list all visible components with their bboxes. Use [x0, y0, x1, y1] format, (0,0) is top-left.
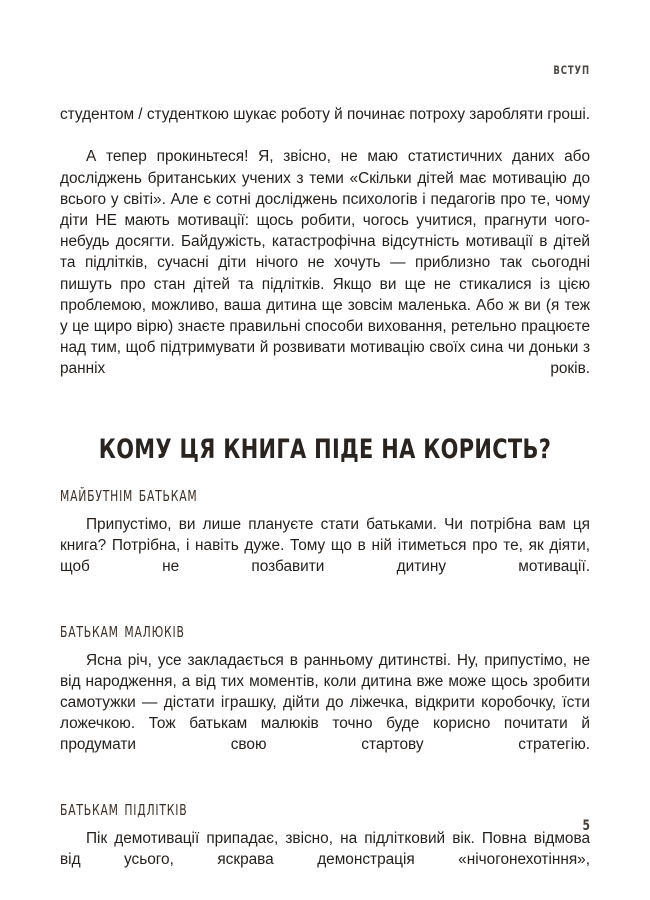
spacer-before-subtitle-2 — [60, 599, 590, 619]
spacer-after-section-title — [60, 465, 590, 483]
subsection-paragraph-toddler-parents: Ясна річ, усе закладається в ранньому дитинстві. Ну, припустімо, не від народження, а від тих моментів, коли дитина вже може щось зробити самотужки — дістати іграшку, дійти до ліжечка, відкрити коробочку, їсти ложечкою. Тож батькам малюків точно буде корисно почитати й продумати свою стартову стратегію. — [60, 651, 590, 754]
spacer-before-subtitle-3 — [60, 777, 590, 797]
subsection-title-teen-parents: батькам підлітків — [60, 795, 188, 820]
subsection-title-toddler-parents: батькам малюків — [60, 617, 185, 642]
subsection-title-future-parents: майбутнім батькам — [60, 481, 198, 506]
section-title: КОМУ ЦЯ КНИГА ПІДЕ НА КОРИСТЬ? — [98, 433, 552, 465]
spacer-after-subtitle-2 — [60, 642, 590, 650]
text-column — [60, 104, 590, 891]
page-number: 5 — [582, 818, 590, 834]
paragraph-continued: студентом / студенткою шукає роботу й починає потроху заробляти гроші. — [60, 106, 590, 123]
spacer-before-section-title — [60, 401, 590, 435]
spacer-after-subtitle-1 — [60, 506, 590, 514]
paragraph-2: А тепер прокиньтеся! Я, звісно, не маю статистичних даних або досліджень британських учених з теми «Скільки дітей має мотивацію до всього у світі». Але є сотні досліджень психологів і педагогів про те, чому діти НЕ мають мотивації: щось робити, чогось учитися, прагнути чого-небудь досягти. Байдужість, катастрофічна відсутність мотивації в дітей та підлітків, сучасні діти нічого не хочуть — приблизно так сьогодні пишуть про стан дітей та підлітків. Якщо ви ще не стикалися із цією проблемою, можливо, ваша дитина ще зовсім маленька. Або ж ви (я теж у це щиро вірю) знаєте правильні способи виховання, ретельно працюєте над тим, щоб підтримувати й розвивати мотивацію своїх сина чи доньки з ранніх років. — [60, 148, 590, 378]
running-head: ВСТУП — [553, 63, 590, 77]
subsection-paragraph-teen-parents: Пік демотивації припадає, звісно, на підлітковий вік. Повна відмова від усього, яскрава демонстрація «нічогонехотіння», — [60, 829, 590, 869]
subsection-paragraph-future-parents: Припустімо, ви лише плануєте стати батьками. Чи потрібна вам ця книга? Потрібна, і навіть дуже. Тому що в ній ітиметься про те, як діяти, щоб не позбавити дитину мотивації. — [60, 515, 590, 576]
